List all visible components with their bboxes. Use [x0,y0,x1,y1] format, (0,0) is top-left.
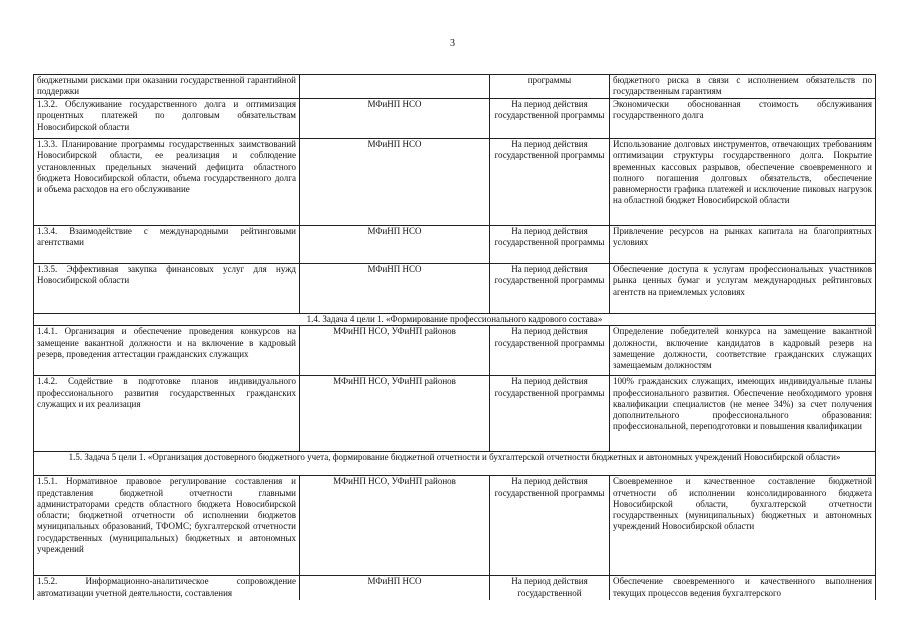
measure-cell: 1.3.2. Обслуживание государственного долга и оптимизация процентных платежей по долговым обязательствам Новосибирской области [34,99,300,139]
measure-cell: 1.3.5. Эффективная закупка финансовых услуг для нужд Новосибирской области [34,264,300,314]
section-row [34,314,876,326]
executor-cell: МФиНП НСО [300,139,490,226]
measures-table [33,74,876,600]
table-row [34,576,876,600]
period-cell: На период действия государственной программы [490,376,610,452]
measure-cell: 1.3.4. Взаимодействие с международными рейтинговыми агентствами [34,226,300,264]
period-cell: На период действия государственной программы [490,326,610,376]
executor-cell: МФиНП НСО, УФиНП районов [300,476,490,576]
section-heading: 1.4. Задача 4 цели 1. «Формирование профессионального кадрового состава» [34,314,876,326]
table-row [34,376,876,452]
period-cell: На период действия государственной программы [490,264,610,314]
result-cell: Обеспечение своевременного и качественного выполнения текущих процессов ведения бухгалтерского [610,576,876,600]
measure-cell: 1.3.3. Планирование программы государственных заимствований Новосибирской области, ее реализация и соблюдение установленных предельных значений дефицита областного бюджета Новосибирской области, объема государственного долга и объема расходов на его обслуживание [34,139,300,226]
result-cell: бюджетного риска в связи с исполнением обязательств по государственным гарантиям [610,75,876,99]
section-row [34,452,876,476]
measure-cell: 1.4.1. Организация и обеспечение проведения конкурсов на замещение вакантной должности и на включение в кадровый резерв, проведения аттестации гражданских служащих [34,326,300,376]
result-cell: Экономически обоснованная стоимость обслуживания государственного долга [610,99,876,139]
measure-cell: бюджетными рисками при оказании государственной гарантийной поддержки [34,75,300,99]
executor-cell: МФиНП НСО, УФиНП районов [300,326,490,376]
executor-cell: МФиНП НСО [300,576,490,600]
result-cell: 100% гражданских служащих, имеющих индивидуальные планы профессионального развития. Обеспечение необходимого уровня квалификации специалистов (не менее 34%) за счет получения дополнительного профессионального образования: профессиональной, переподготовки и повышения квалификации [610,376,876,452]
result-cell: Своевременное и качественное составление бюджетной отчетности об исполнении консолидированного бюджета Новосибирской области, бухгалтерской отчетности государственных (муниципальных) бюджетных и автономных учреждений Новосибирской области [610,476,876,576]
result-cell: Привлечение ресурсов на рынках капитала на благоприятных условиях [610,226,876,264]
executor-cell: МФиНП НСО, УФиНП районов [300,376,490,452]
result-cell: Использование долговых инструментов, отвечающих требованиям оптимизации структуры государственного долга. Покрытие временных кассовых разрывов, обеспечение своевременного и полного погашения долговых обязательств, обеспечение равномерности графика платежей и исключение пиковых нагрузок на областной бюджет Новосибирской области [610,139,876,226]
table-row [34,226,876,264]
table-row [34,139,876,226]
executor-cell [300,75,490,99]
executor-cell: МФиНП НСО [300,264,490,314]
table-row [34,326,876,376]
measure-cell: 1.5.1. Нормативное правовое регулирование составления и представления бюджетной отчетности главными администраторами средств областного бюджета Новосибирской области; бюджетной отчетности об исполнении бюджетов муниципальных образований, ТФОМС; бухгалтерской отчетности государственных (муниципальных) бюджетных и автономных учреждений [34,476,300,576]
period-cell: программы [490,75,610,99]
result-cell: Определение победителей конкурса на замещение вакантной должности, включение кандидатов в кадровый резерв на замещение должности, соответствие гражданских служащих замещаемым должностям [610,326,876,376]
section-heading: 1.5. Задача 5 цели 1. «Организация достоверного бюджетного учета, формирование бюджетной отчетности и бухгалтерской отчетности бюджетных и автономных учреждений Новосибирской области» [34,452,876,476]
table-row [34,264,876,314]
period-cell: На период действия государственной программы [490,226,610,264]
measure-cell: 1.4.2. Содействие в подготовке планов индивидуального профессионального развития государственных гражданских служащих и их реализация [34,376,300,452]
period-cell: На период действия государственной программы [490,99,610,139]
period-cell: На период действия государственной [490,576,610,600]
period-cell: На период действия государственной программы [490,139,610,226]
measure-cell: 1.5.2. Информационно-аналитическое сопровождение автоматизации учетной деятельности, составления [34,576,300,600]
table-row [34,99,876,139]
page-number: 3 [450,38,455,49]
executor-cell: МФиНП НСО [300,99,490,139]
table-row [34,476,876,576]
period-cell: На период действия государственной программы [490,476,610,576]
result-cell: Обеспечение доступа к услугам профессиональных участников рынка ценных бумаг и услугам международных рейтинговых агентств на приемлемых условиях [610,264,876,314]
table-row [34,75,876,99]
executor-cell: МФиНП НСО [300,226,490,264]
